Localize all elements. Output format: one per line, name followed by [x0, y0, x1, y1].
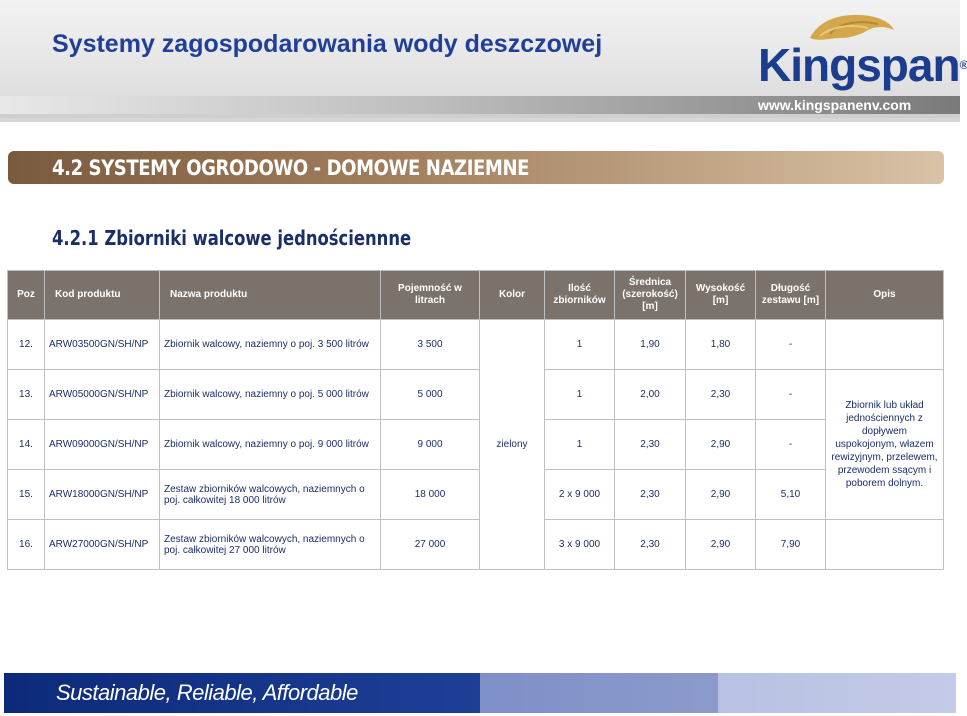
cell-srednica: 2,30 [615, 420, 686, 470]
header-pojemnosc: Pojemność w litrach [381, 271, 480, 320]
header-dlugosc: Długość zestawu [m] [756, 271, 826, 320]
page-title: Systemy zagospodarowania wody deszczowej [52, 30, 603, 58]
footer-slogan: Sustainable, Reliable, Affordable [56, 680, 358, 705]
cell-srednica: 2,30 [615, 470, 686, 520]
slide-header [0, 0, 967, 122]
table-row [8, 420, 944, 470]
cell-kolor: zielony [480, 320, 545, 570]
cell-kod: ARW09000GN/SH/NP [45, 420, 160, 470]
cell-nazwa: Zestaw zbiorników walcowych, naziemnych o poj. całkowitej 18 000 litrów [160, 470, 381, 520]
cell-wysokosc: 1,80 [686, 320, 756, 370]
header-opis: Opis [826, 271, 944, 320]
table-row [8, 520, 944, 570]
cell-pojemnosc: 18 000 [381, 470, 480, 520]
section-banner [8, 151, 944, 184]
cell-wysokosc: 2,30 [686, 370, 756, 420]
section-title: 4.2 SYSTEMY OGRODOWO - DOMOWE NAZIEMNE [52, 156, 530, 180]
cell-nazwa: Zbiornik walcowy, naziemny o poj. 9 000 litrów [160, 420, 381, 470]
cell-kod: ARW05000GN/SH/NP [45, 370, 160, 420]
cell-nazwa: Zbiornik walcowy, naziemny o poj. 3 500 litrów [160, 320, 381, 370]
cell-poz: 16. [8, 520, 45, 570]
table-header-row [8, 271, 944, 320]
cell-poz: 14. [8, 420, 45, 470]
kingspan-logo: Kingspan® [758, 39, 967, 91]
cell-pojemnosc: 9 000 [381, 420, 480, 470]
cell-srednica: 2,30 [615, 520, 686, 570]
cell-opis: Zbiornik lub układ jednościennych z dopływem uspokojonym, włazem rewizyjnym, przelewem, przewodem ssącym i poborem dolnym. [826, 370, 944, 520]
cell-dlugosc: - [756, 320, 826, 370]
cell-nazwa: Zestaw zbiorników walcowych, naziemnych o poj. całkowitej 27 000 litrów [160, 520, 381, 570]
website-url: www.kingspanenv.com [758, 97, 912, 113]
header-divider [0, 114, 960, 118]
cell-wysokosc: 2,90 [686, 520, 756, 570]
cell-poz: 13. [8, 370, 45, 420]
cell-wysokosc: 2,90 [686, 420, 756, 470]
header-kod: Kod produktu [45, 271, 160, 320]
cell-opis-empty [826, 320, 944, 370]
cell-poz: 15. [8, 470, 45, 520]
cell-opis-empty [826, 520, 944, 570]
cell-dlugosc: 5,10 [756, 470, 826, 520]
table-row [8, 470, 944, 520]
cell-srednica: 2,00 [615, 370, 686, 420]
cell-kod: ARW18000GN/SH/NP [45, 470, 160, 520]
cell-dlugosc: - [756, 420, 826, 470]
table-row [8, 320, 944, 370]
cell-dlugosc: - [756, 370, 826, 420]
cell-pojemnosc: 3 500 [381, 320, 480, 370]
cell-kod: ARW03500GN/SH/NP [45, 320, 160, 370]
cell-pojemnosc: 5 000 [381, 370, 480, 420]
cell-ilosc: 1 [545, 420, 615, 470]
product-table [7, 270, 944, 570]
cell-kod: ARW27000GN/SH/NP [45, 520, 160, 570]
cell-srednica: 1,90 [615, 320, 686, 370]
cell-nazwa: Zbiornik walcowy, naziemny o poj. 5 000 litrów [160, 370, 381, 420]
cell-ilosc: 2 x 9 000 [545, 470, 615, 520]
header-nazwa: Nazwa produktu [160, 271, 381, 320]
subsection-title: 4.2.1 Zbiorniki walcowe jednościennne [52, 226, 412, 250]
cell-ilosc: 1 [545, 320, 615, 370]
cell-dlugosc: 7,90 [756, 520, 826, 570]
header-wysokosc: Wysokość [m] [686, 271, 756, 320]
cell-poz: 12. [8, 320, 45, 370]
table-row [8, 370, 944, 420]
footer-banner [4, 673, 956, 713]
header-srednica: Średnica (szerokość) [m] [615, 271, 686, 320]
cell-ilosc: 1 [545, 370, 615, 420]
header-kolor: Kolor [480, 271, 545, 320]
header-poz: Poz [8, 271, 45, 320]
cell-pojemnosc: 27 000 [381, 520, 480, 570]
cell-wysokosc: 2,90 [686, 470, 756, 520]
cell-ilosc: 3 x 9 000 [545, 520, 615, 570]
header-ilosc: Ilość zbiorników [545, 271, 615, 320]
